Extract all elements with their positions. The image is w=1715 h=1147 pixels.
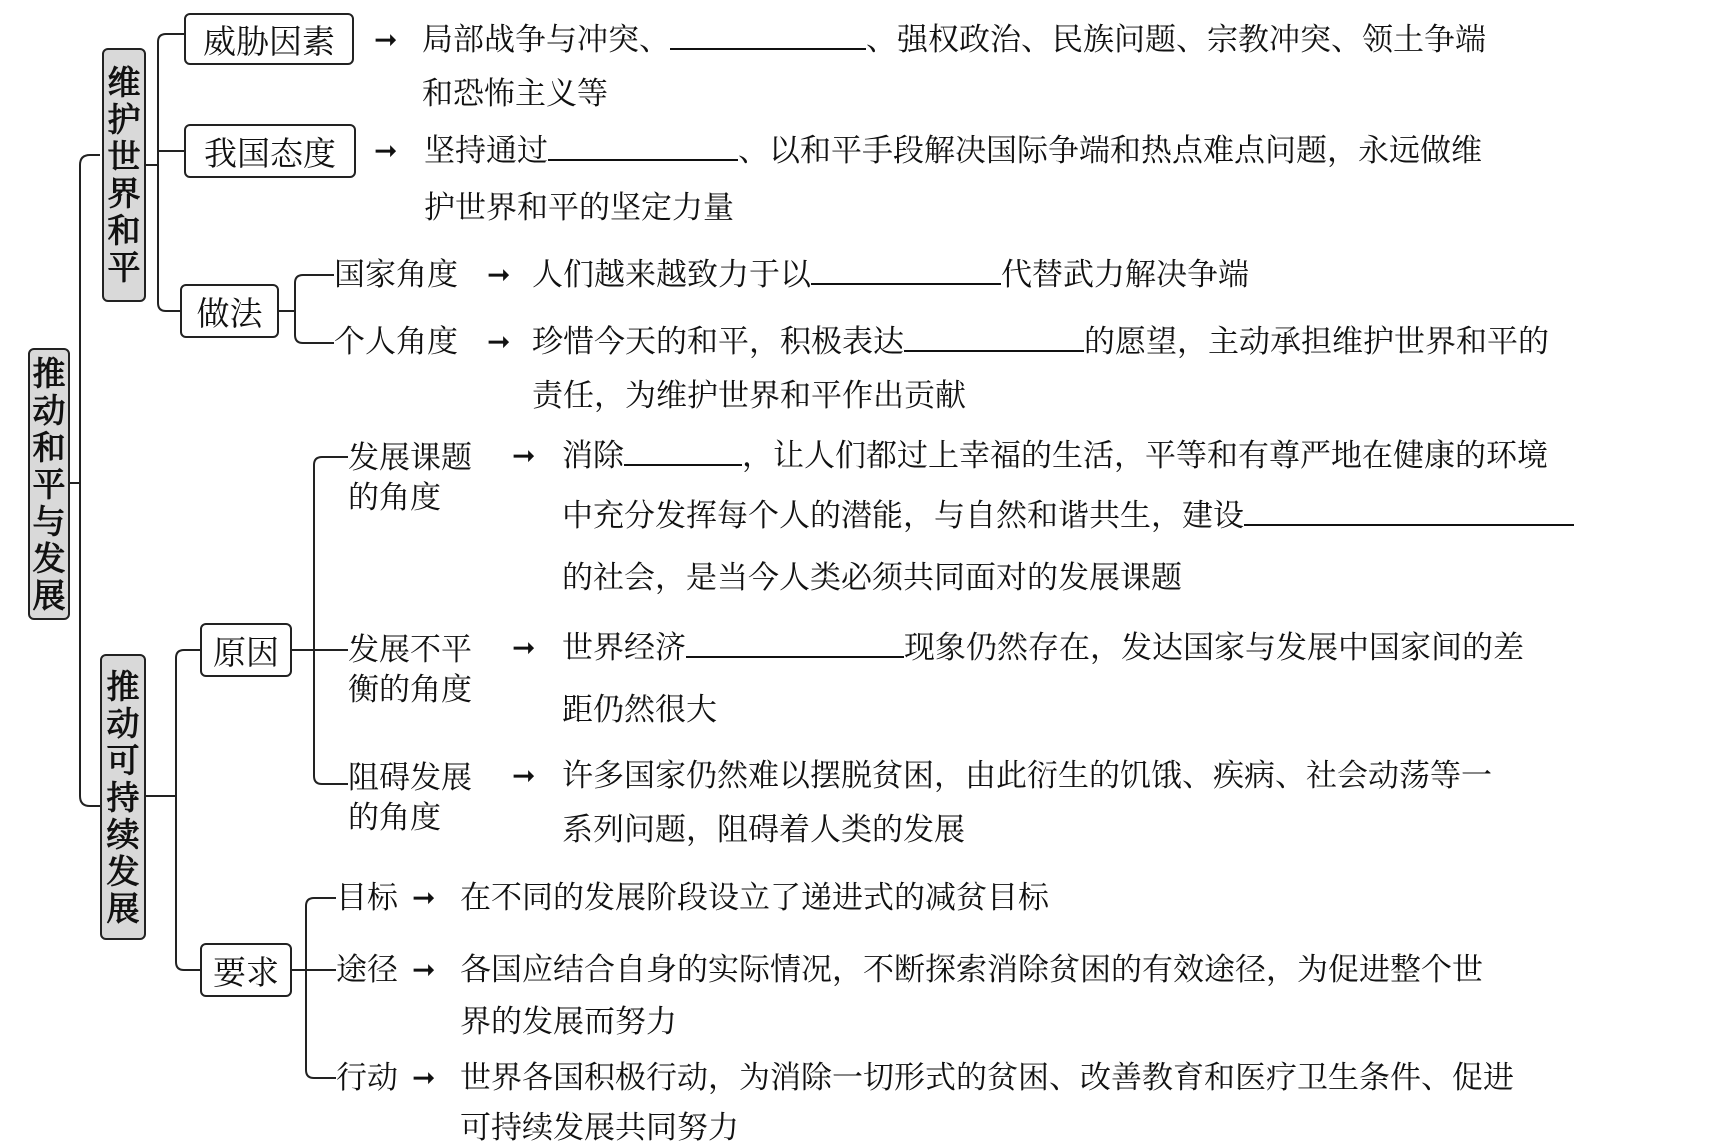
action-line2: 可持续发展共同努力 <box>460 1110 739 1146</box>
arrow-icon: ➞ <box>512 759 536 792</box>
requirement-connector <box>292 898 336 1078</box>
root-connector <box>70 155 100 806</box>
arrow-icon: ➞ <box>412 881 436 914</box>
arrow-icon: ➞ <box>412 1061 436 1094</box>
action-label: 行动 <box>336 1060 398 1096</box>
topic-line2: 中充分发挥每个人的潜能，与自然和谐共生，建设 <box>562 498 1574 534</box>
goal-text: 在不同的发展阶段设立了递进式的减贫目标 <box>460 880 1049 916</box>
answer-blank[interactable] <box>624 438 742 466</box>
reason-box: 原因 <box>200 623 292 677</box>
national-label: 国家角度 <box>334 257 458 293</box>
threat-box: 威胁因素 <box>184 13 354 65</box>
arrow-icon: ➞ <box>412 953 436 986</box>
threat-line2: 和恐怖主义等 <box>422 76 608 112</box>
practice-box: 做法 <box>180 284 279 338</box>
path-label: 途径 <box>336 952 398 988</box>
threat-line1: 局部战争与冲突、 、强权政治、民族问题、宗教冲突、领土争端 <box>422 22 1486 58</box>
path-line1: 各国应结合自身的实际情况，不断探索消除贫困的有效途径，为促进整个世 <box>460 952 1483 988</box>
arrow-icon: ➞ <box>374 23 398 56</box>
answer-blank[interactable] <box>904 324 1084 352</box>
imbalance-line2: 距仍然很大 <box>562 692 717 728</box>
peace-node: 维护世界和平 <box>102 48 146 302</box>
obstacle-label: 阻碍发展 的角度 <box>348 760 472 836</box>
reason-connector <box>292 457 348 784</box>
personal-label: 个人角度 <box>334 324 458 360</box>
attitude-line1: 坚持通过 、以和平手段解决国际争端和热点难点问题，永远做维 <box>424 133 1482 169</box>
arrow-icon: ➞ <box>512 631 536 664</box>
imbalance-label: 发展不平 衡的角度 <box>348 632 472 708</box>
path-line2: 界的发展而努力 <box>460 1004 677 1040</box>
attitude-line2: 护世界和平的坚定力量 <box>424 190 734 226</box>
answer-blank[interactable] <box>686 630 904 658</box>
action-line1: 世界各国积极行动，为消除一切形式的贫困、改善教育和医疗卫生条件、促进 <box>460 1060 1514 1096</box>
answer-blank[interactable] <box>1244 498 1574 526</box>
arrow-icon: ➞ <box>512 439 536 472</box>
development-connector <box>176 650 200 970</box>
imbalance-line1: 世界经济 现象仍然存在，发达国家与发展中国家间的差 <box>562 630 1524 666</box>
obstacle-line1: 许多国家仍然难以摆脱贫困，由此衍生的饥饿、疾病、社会动荡等一 <box>562 758 1492 794</box>
answer-blank[interactable] <box>811 257 1001 285</box>
attitude-box: 我国态度 <box>184 124 356 178</box>
arrow-icon: ➞ <box>374 134 398 167</box>
development-node: 推动可持续发展 <box>100 654 146 940</box>
practice-connector <box>279 275 334 343</box>
national-text: 人们越来越致力于以 代替武力解决争端 <box>532 257 1249 293</box>
arrow-icon: ➞ <box>487 258 511 291</box>
personal-line1: 珍惜今天的和平，积极表达 的愿望，主动承担维护世界和平的 <box>532 324 1549 360</box>
personal-line2: 责任，为维护世界和平作出贡献 <box>532 378 966 414</box>
answer-blank[interactable] <box>670 22 866 50</box>
obstacle-line2: 系列问题，阻碍着人类的发展 <box>562 812 965 848</box>
answer-blank[interactable] <box>548 133 738 161</box>
topic-line1: 消除 ，让人们都过上幸福的生活，平等和有尊严地在健康的环境 <box>562 438 1548 474</box>
topic-label: 发展课题 的角度 <box>348 440 472 516</box>
goal-label: 目标 <box>336 880 398 916</box>
topic-line3: 的社会，是当今人类必须共同面对的发展课题 <box>562 560 1182 596</box>
root-node: 推动和平与发展 <box>28 348 70 620</box>
peace-connector <box>146 34 184 311</box>
requirement-box: 要求 <box>200 943 292 997</box>
arrow-icon: ➞ <box>487 325 511 358</box>
